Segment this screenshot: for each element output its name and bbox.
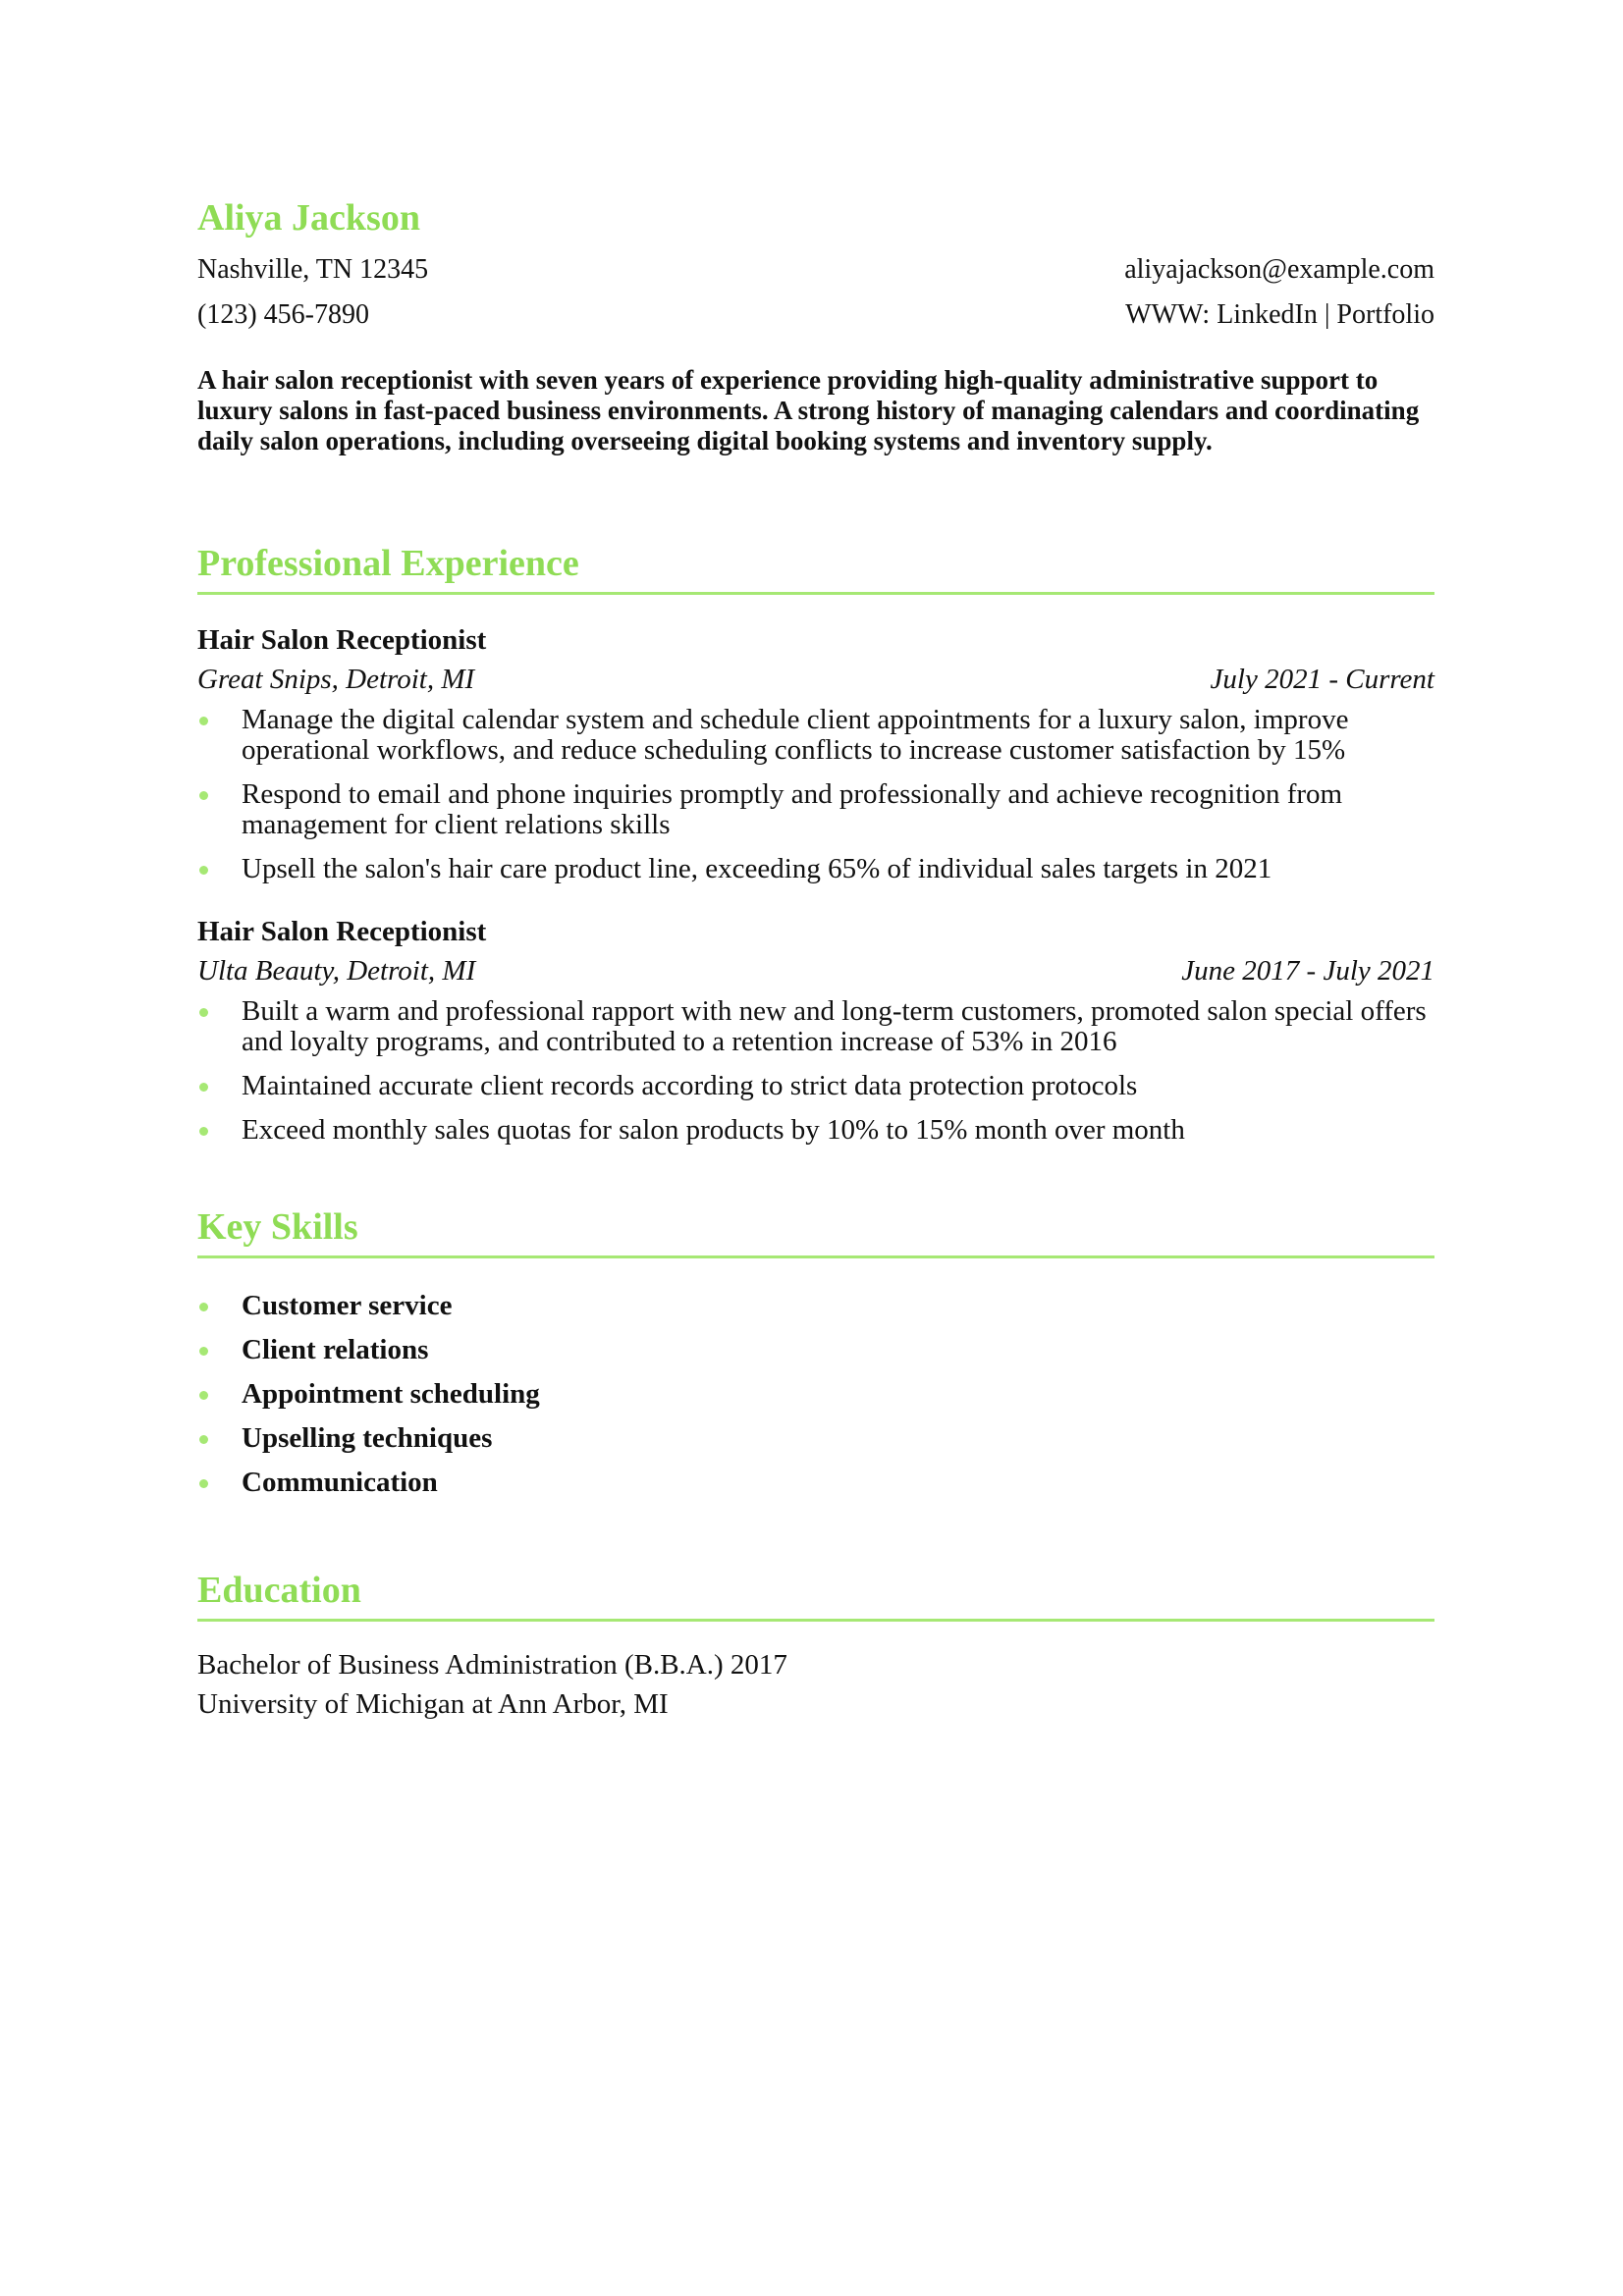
bullet-text: Respond to email and phone inquiries promptly and professionally and achieve recognition from management for client relations skills (242, 778, 1343, 840)
job-dates: July 2021 - Current (1210, 664, 1434, 695)
phone[interactable]: (123) 456-7890 (197, 299, 369, 330)
bullet-dot-icon (199, 1435, 208, 1444)
bullet-dot-icon (199, 1008, 208, 1017)
job-dates: June 2017 - July 2021 (1181, 955, 1434, 987)
contact-row-1 (197, 247, 1434, 293)
bullet-dot-icon (199, 717, 208, 725)
skill-item (197, 1372, 1434, 1416)
job-company: Ulta Beauty, Detroit, MI (197, 955, 476, 987)
resume-content (197, 188, 1434, 1724)
bullet-item (197, 1115, 1434, 1146)
job-title: Hair Salon Receptionist (197, 916, 487, 947)
job-entry (197, 912, 1434, 1146)
candidate-name: Aliya Jackson (197, 197, 420, 239)
experience-section (197, 539, 1434, 1146)
section-title-education: Education (197, 1566, 1434, 1622)
bullet-item (197, 1071, 1434, 1101)
job-company: Great Snips, Detroit, MI (197, 664, 475, 695)
bullet-dot-icon (199, 1303, 208, 1311)
bullet-dot-icon (199, 1391, 208, 1400)
job-bullets (197, 996, 1434, 1146)
bullet-dot-icon (199, 791, 208, 800)
bullet-text: Built a warm and professional rapport with new and long-term customers, promoted salon special offers and loyalty programs, and contributed to a retention increase of 53% in 2016 (242, 995, 1427, 1057)
email[interactable]: aliyajackson@example.com (1124, 254, 1434, 285)
skill-text: Client relations (242, 1334, 429, 1365)
job-bullets (197, 705, 1434, 884)
education-section (197, 1566, 1434, 1724)
skill-text: Communication (242, 1467, 438, 1498)
bullet-dot-icon (199, 1347, 208, 1356)
job-title: Hair Salon Receptionist (197, 624, 487, 656)
job-meta (197, 660, 1434, 699)
skills-list (197, 1284, 1434, 1505)
section-title-skills: Key Skills (197, 1202, 1434, 1258)
education-entry (197, 1645, 1434, 1724)
bullet-item (197, 779, 1434, 840)
skill-item (197, 1284, 1434, 1328)
contact-row-2 (197, 293, 1434, 338)
bullet-item (197, 854, 1434, 884)
job-entry (197, 620, 1434, 884)
skill-text: Customer service (242, 1290, 453, 1321)
bullet-dot-icon (199, 1479, 208, 1488)
bullet-item (197, 705, 1434, 766)
bullet-text: Manage the digital calendar system and schedule client appointments for a luxury salon, improve operational workflows, and reduce scheduling conflicts to increase customer satisfaction by 15% (242, 704, 1349, 766)
section-title-experience: Professional Experience (197, 539, 1434, 595)
bullet-item (197, 996, 1434, 1057)
location: Nashville, TN 12345 (197, 254, 429, 285)
school: University of Michigan at Ann Arbor, MI (197, 1688, 669, 1720)
skill-item (197, 1416, 1434, 1461)
skill-text: Upselling techniques (242, 1422, 493, 1454)
skill-text: Appointment scheduling (242, 1378, 540, 1410)
skills-section (197, 1202, 1434, 1505)
job-meta (197, 951, 1434, 990)
bullet-text: Upsell the salon's hair care product line, exceeding 65% of individual sales targets in 2021 (242, 853, 1272, 884)
bullet-dot-icon (199, 866, 208, 875)
degree: Bachelor of Business Administration (B.B.A.) 2017 (197, 1649, 787, 1681)
skill-item (197, 1461, 1434, 1505)
bullet-text: Maintained accurate client records according to strict data protection protocols (242, 1070, 1138, 1101)
web-links[interactable]: WWW: LinkedIn | Portfolio (1125, 299, 1434, 330)
professional-summary: A hair salon receptionist with seven years of experience providing high-quality administrative support to luxury salons in fast-paced business environments. A strong history of managing calendars and coordinating daily salon operations, including overseeing digital booking systems and inventory supply. (197, 365, 1420, 455)
bullet-dot-icon (199, 1083, 208, 1092)
bullet-text: Exceed monthly sales quotas for salon products by 10% to 15% month over month (242, 1114, 1185, 1146)
skill-item (197, 1328, 1434, 1372)
bullet-dot-icon (199, 1127, 208, 1136)
